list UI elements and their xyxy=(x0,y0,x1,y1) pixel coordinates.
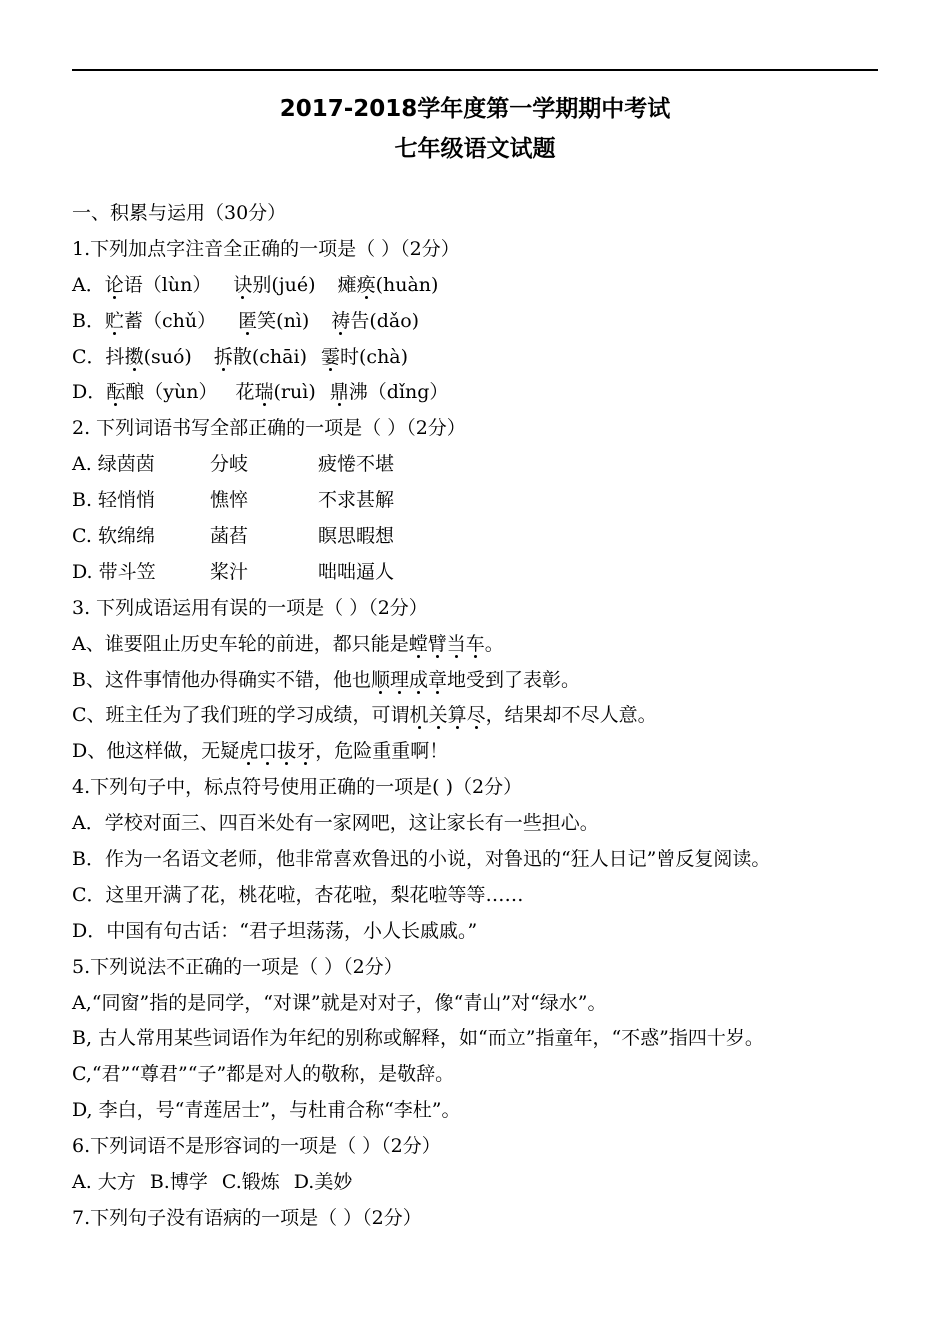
question-2-stem: 2. 下列词语书写全部正确的一项是（ ）（2分） xyxy=(72,417,466,440)
dotted-char: 诀 xyxy=(233,273,253,296)
question-1-stem: 1.下列加点字注音全正确的一项是（ ）（2分） xyxy=(72,237,460,260)
question-1-option-b: B．贮蓄（chǔ） 匿笑(nì) 祷告(dǎo) xyxy=(72,309,420,332)
question-1-option-c: C．抖擞(suó) 拆散(chāi) 霎时(chà) xyxy=(72,345,409,368)
exam-body xyxy=(72,196,892,1237)
question-7-stem: 7.下列句子没有语病的一项是（ ）（2分） xyxy=(72,1206,422,1229)
question-5-stem: 5.下列说法不正确的一项是（ ）（2分） xyxy=(72,955,403,978)
question-3-stem: 3. 下列成语运用有误的一项是（ ）（2分） xyxy=(72,596,428,619)
dotted-char: 论 xyxy=(104,273,124,296)
question-2-option-d: D. 带斗笠 桨汁 咄咄逼人 xyxy=(72,560,395,583)
question-4-option-a: A．学校对面三、四百米处有一家网吧，这让家长有一些担心。 xyxy=(72,812,599,835)
header-rule xyxy=(72,69,878,71)
section-heading: 一、积累与运用（30分） xyxy=(72,202,287,224)
dotted-char: 霎 xyxy=(320,345,340,368)
question-4-option-d: D．中国有句古话：“君子坦荡荡，小人长戚戚。” xyxy=(72,919,478,942)
question-6-stem: 6.下列词语不是形容词的一项是（ ）（2分） xyxy=(72,1135,441,1158)
question-4-stem: 4.下列句子中，标点符号使用正确的一项是( )（2分） xyxy=(72,776,523,799)
dotted-char: 瑞 xyxy=(254,381,274,404)
question-1-option-d: D．酝酿（yùn） 花瑞(ruì) 鼎沸（dǐng） xyxy=(72,381,449,404)
dotted-char: 痪 xyxy=(356,273,376,296)
exam-title: 2017-2018学年度第一学期期中考试 xyxy=(279,96,671,122)
question-5-option-d: D, 李白，号“青莲居士”，与杜甫合称“李杜”。 xyxy=(72,1099,461,1122)
dotted-char: 匿 xyxy=(238,309,258,332)
dotted-char: 鼎 xyxy=(329,381,349,404)
dotted-char: 擞 xyxy=(124,345,144,368)
question-2-option-c: C. 软绵绵 菡萏 瞑思暇想 xyxy=(72,525,395,548)
question-4-option-b: B．作为一名语文老师，他非常喜欢鲁迅的小说，对鲁迅的“狂人日记”曾反复阅读。 xyxy=(72,848,771,871)
question-2-option-a: A. 绿茵茵 分岐 疲惓不堪 xyxy=(72,453,395,476)
question-5-option-c: C,“君”“尊君”“子”都是对人的敬称，是敬辞。 xyxy=(72,1063,455,1086)
dotted-char: 贮 xyxy=(104,309,124,332)
question-4-option-c: C．这里开满了花，桃花啦，杏花啦，梨花啦等等…… xyxy=(72,883,524,906)
question-6-options: A. 大方 B.博学 C.锻炼 D.美妙 xyxy=(72,1171,353,1194)
question-3-option-d: D、他这样做，无疑虎口拔牙，危险重重啊！ xyxy=(72,740,449,763)
question-3-option-b: B、这件事情他办得确实不错，他也顺理成章地受到了表彰。 xyxy=(72,668,581,691)
dotted-char: 拆 xyxy=(213,345,233,368)
question-5-option-a: A,“同窗”指的是同学，“对课”就是对对子，像“青山”对“绿水”。 xyxy=(72,991,607,1014)
question-3-option-c: C、班主任为了我们班的学习成绩，可谓机关算尽，结果却不尽人意。 xyxy=(72,704,657,727)
exam-subtitle: 七年级语文试题 xyxy=(394,136,556,162)
dotted-char: 酝 xyxy=(106,381,126,404)
question-2-option-b: B. 轻悄悄 憔悴 不求甚解 xyxy=(72,489,395,512)
question-3-option-a: A、谁要阻止历史车轮的前进，都只能是螳臂当车。 xyxy=(72,632,504,655)
question-5-option-b: B, 古人常用某些词语作为年纪的别称或解释，如“而立”指童年，“不惑”指四十岁。 xyxy=(72,1027,764,1050)
dotted-char: 祷 xyxy=(331,309,351,332)
question-1-option-a: A．论语（lùn） 诀别(jué) 瘫痪(huàn) xyxy=(72,273,439,296)
